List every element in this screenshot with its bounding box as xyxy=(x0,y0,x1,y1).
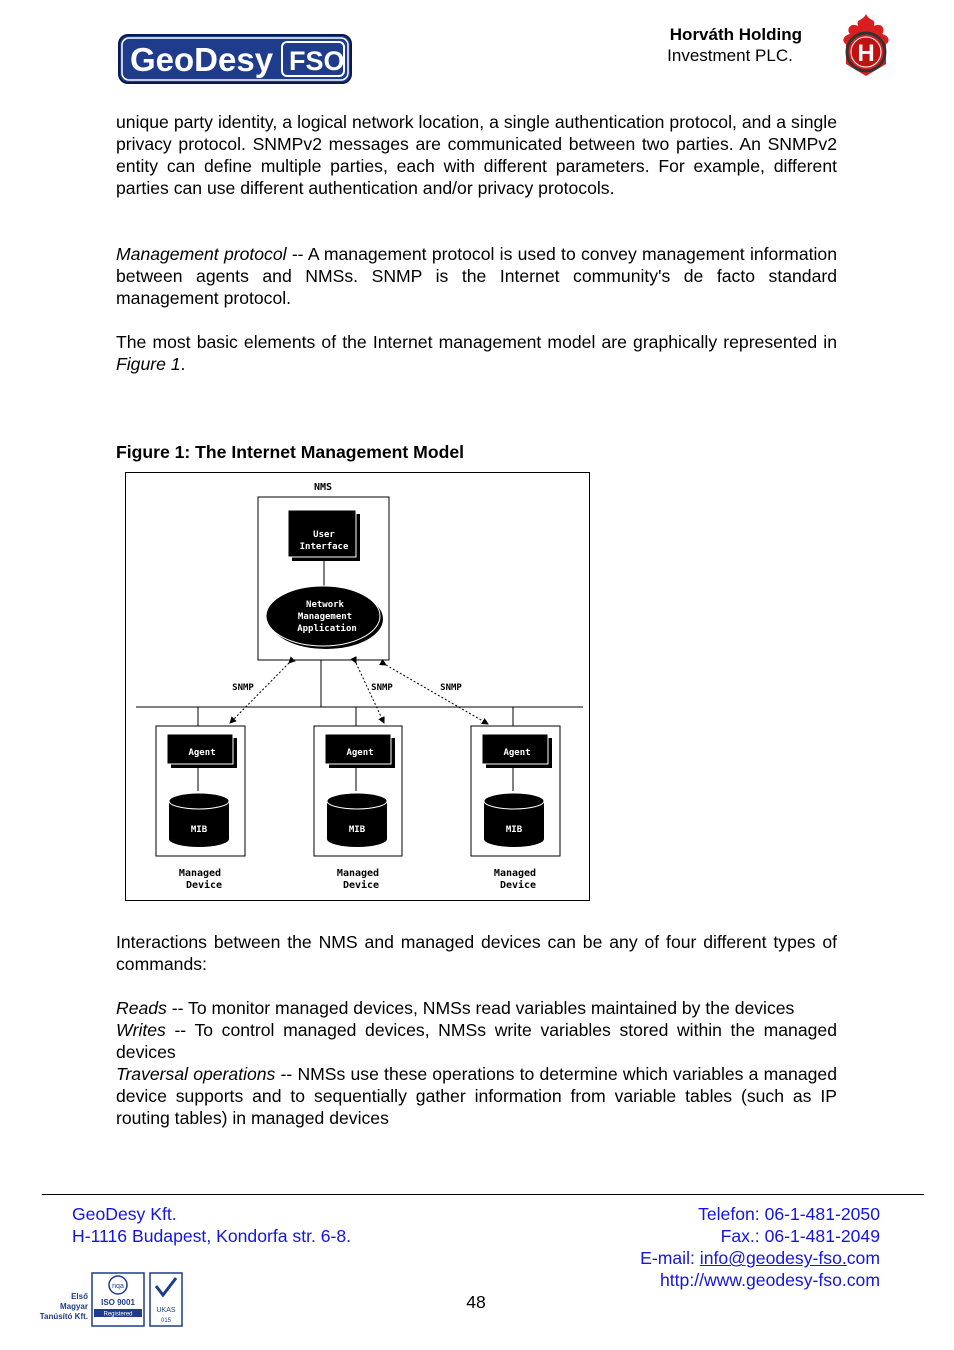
company-subtitle: Investment PLC. xyxy=(667,46,793,65)
figure-caption: Figure 1: The Internet Management Model xyxy=(116,442,465,462)
term-reads: Reads xyxy=(116,998,167,1018)
iso-text: ISO 9001 xyxy=(101,1298,135,1307)
agent-label: Agent xyxy=(346,748,374,758)
ukas-number: 015 xyxy=(160,1318,172,1324)
device-label-line2: Device xyxy=(499,880,537,891)
command-types-list xyxy=(116,997,837,1130)
nqa-text: nqa xyxy=(112,1283,124,1290)
registered-text: Registered xyxy=(103,1311,133,1318)
ukas-text: UKAS xyxy=(156,1307,176,1314)
mib-label: MIB xyxy=(348,825,366,835)
paragraph-figure-reference xyxy=(116,331,837,375)
mib-cylinder-top xyxy=(327,793,387,809)
email-label: E-mail: xyxy=(640,1248,700,1269)
paragraph-text: -- To monitor managed devices, NMSs read variables maintained by the devices xyxy=(166,998,795,1018)
figure-diagram xyxy=(126,473,591,902)
term-writes: Writes xyxy=(116,1020,166,1041)
mib-cylinder-top xyxy=(169,793,229,809)
snmp-label: SNMP xyxy=(371,683,393,693)
paragraph-management-protocol xyxy=(116,243,837,309)
paragraph-text: -- To control managed devices, NMSs write variables stored within the managed devices xyxy=(116,1020,837,1063)
list-item-reads xyxy=(116,997,837,1019)
footer-phone: Telefon: 06-1-481-2050 xyxy=(698,1204,880,1224)
footer-website[interactable]: http://www.geodesy-fso.com xyxy=(659,1270,880,1291)
user-interface-line1: User xyxy=(313,530,335,540)
snmp-arrow-left xyxy=(230,663,289,723)
cert-line1: Első xyxy=(71,1292,88,1301)
agent-label: Agent xyxy=(188,748,216,758)
paragraph-end: . xyxy=(180,354,186,375)
device-label-line1: Managed xyxy=(178,868,222,879)
snmp-arrow-middle xyxy=(356,663,384,723)
term-traversal: Traversal operations xyxy=(116,1064,276,1085)
snmp-label: SNMP xyxy=(440,683,462,693)
nma-line2: Management xyxy=(297,612,353,622)
nms-label: NMS xyxy=(313,482,333,493)
user-interface-line2: Interface xyxy=(299,542,349,552)
nma-line1: Network xyxy=(306,600,344,610)
svg-text:FSO: FSO xyxy=(289,46,345,76)
paragraph-parties xyxy=(116,111,837,199)
svg-text:H: H xyxy=(857,40,875,67)
term-management-protocol: Management protocol xyxy=(116,244,287,264)
page-number: 48 xyxy=(466,1292,486,1312)
device-label-line2: Device xyxy=(185,880,223,891)
managed-device-1 xyxy=(156,707,245,891)
internet-management-model-figure xyxy=(125,472,590,901)
horvath-emblem-icon xyxy=(836,12,896,78)
paragraph-interactions xyxy=(116,931,837,975)
paragraph-text: unique party identity, a logical network location, a single authentication protocol, and a single privacy protocol. SNMPv2 messages are communicated between two parties. An SNMPv2 entity can define multiple parties, each with different parameters. For example, different parties can use different authentication and/or privacy protocols. xyxy=(116,112,837,199)
agent-label: Agent xyxy=(503,748,531,758)
paragraph-text: Interactions between the NMS and managed devices can be any of four different types of commands: xyxy=(116,932,837,975)
cert-line2: Magyar xyxy=(59,1302,88,1311)
company-block xyxy=(620,24,802,66)
footer-company: GeoDesy Kft. xyxy=(72,1204,177,1224)
footer-contact xyxy=(640,1203,880,1291)
device-label-line1: Managed xyxy=(493,868,537,879)
paragraph-text: -- A management protocol is used to convey management information between agents and NMSs. SNMP is the Internet community's de facto standard management protocol. xyxy=(116,244,837,309)
footer-divider xyxy=(42,1194,924,1195)
footer-email xyxy=(640,1247,880,1269)
device-label-line2: Device xyxy=(342,880,380,891)
managed-device-2 xyxy=(314,707,402,891)
company-name: Horváth Holding xyxy=(669,25,802,44)
managed-device-3 xyxy=(471,707,560,891)
certification-logo xyxy=(30,1268,190,1330)
footer-address xyxy=(72,1203,351,1247)
list-item-traversal xyxy=(116,1063,837,1129)
paragraph-text: The most basic elements of the Internet management model are graphically represented in xyxy=(116,332,837,352)
figure-reference: Figure 1 xyxy=(116,354,181,375)
geodesy-fso-logo xyxy=(118,34,352,84)
mib-cylinder-top xyxy=(484,793,544,809)
footer-fax: Fax.: 06-1-481-2049 xyxy=(720,1226,880,1247)
mib-label: MIB xyxy=(505,825,523,835)
email-end: com xyxy=(846,1248,880,1269)
email-link[interactable]: info@geodesy-fso. xyxy=(699,1248,847,1269)
paragraph-text: -- NMSs use these operations to determine which variables a managed device supports and to sequentially gather information from variable tables (such as IP routing tables) in managed devices xyxy=(116,1064,837,1129)
svg-text:GeoDesy: GeoDesy xyxy=(130,41,274,78)
device-label-line1: Managed xyxy=(336,868,380,879)
footer-street: H-1116 Budapest, Kondorfa str. 6-8. xyxy=(72,1226,352,1247)
snmp-arrow-right xyxy=(386,665,488,724)
nma-line3: Application xyxy=(297,624,357,634)
cert-line3: Tanúsító Kft. xyxy=(39,1312,88,1321)
list-item-writes xyxy=(116,1019,837,1063)
mib-label: MIB xyxy=(190,825,208,835)
snmp-label: SNMP xyxy=(232,683,254,693)
